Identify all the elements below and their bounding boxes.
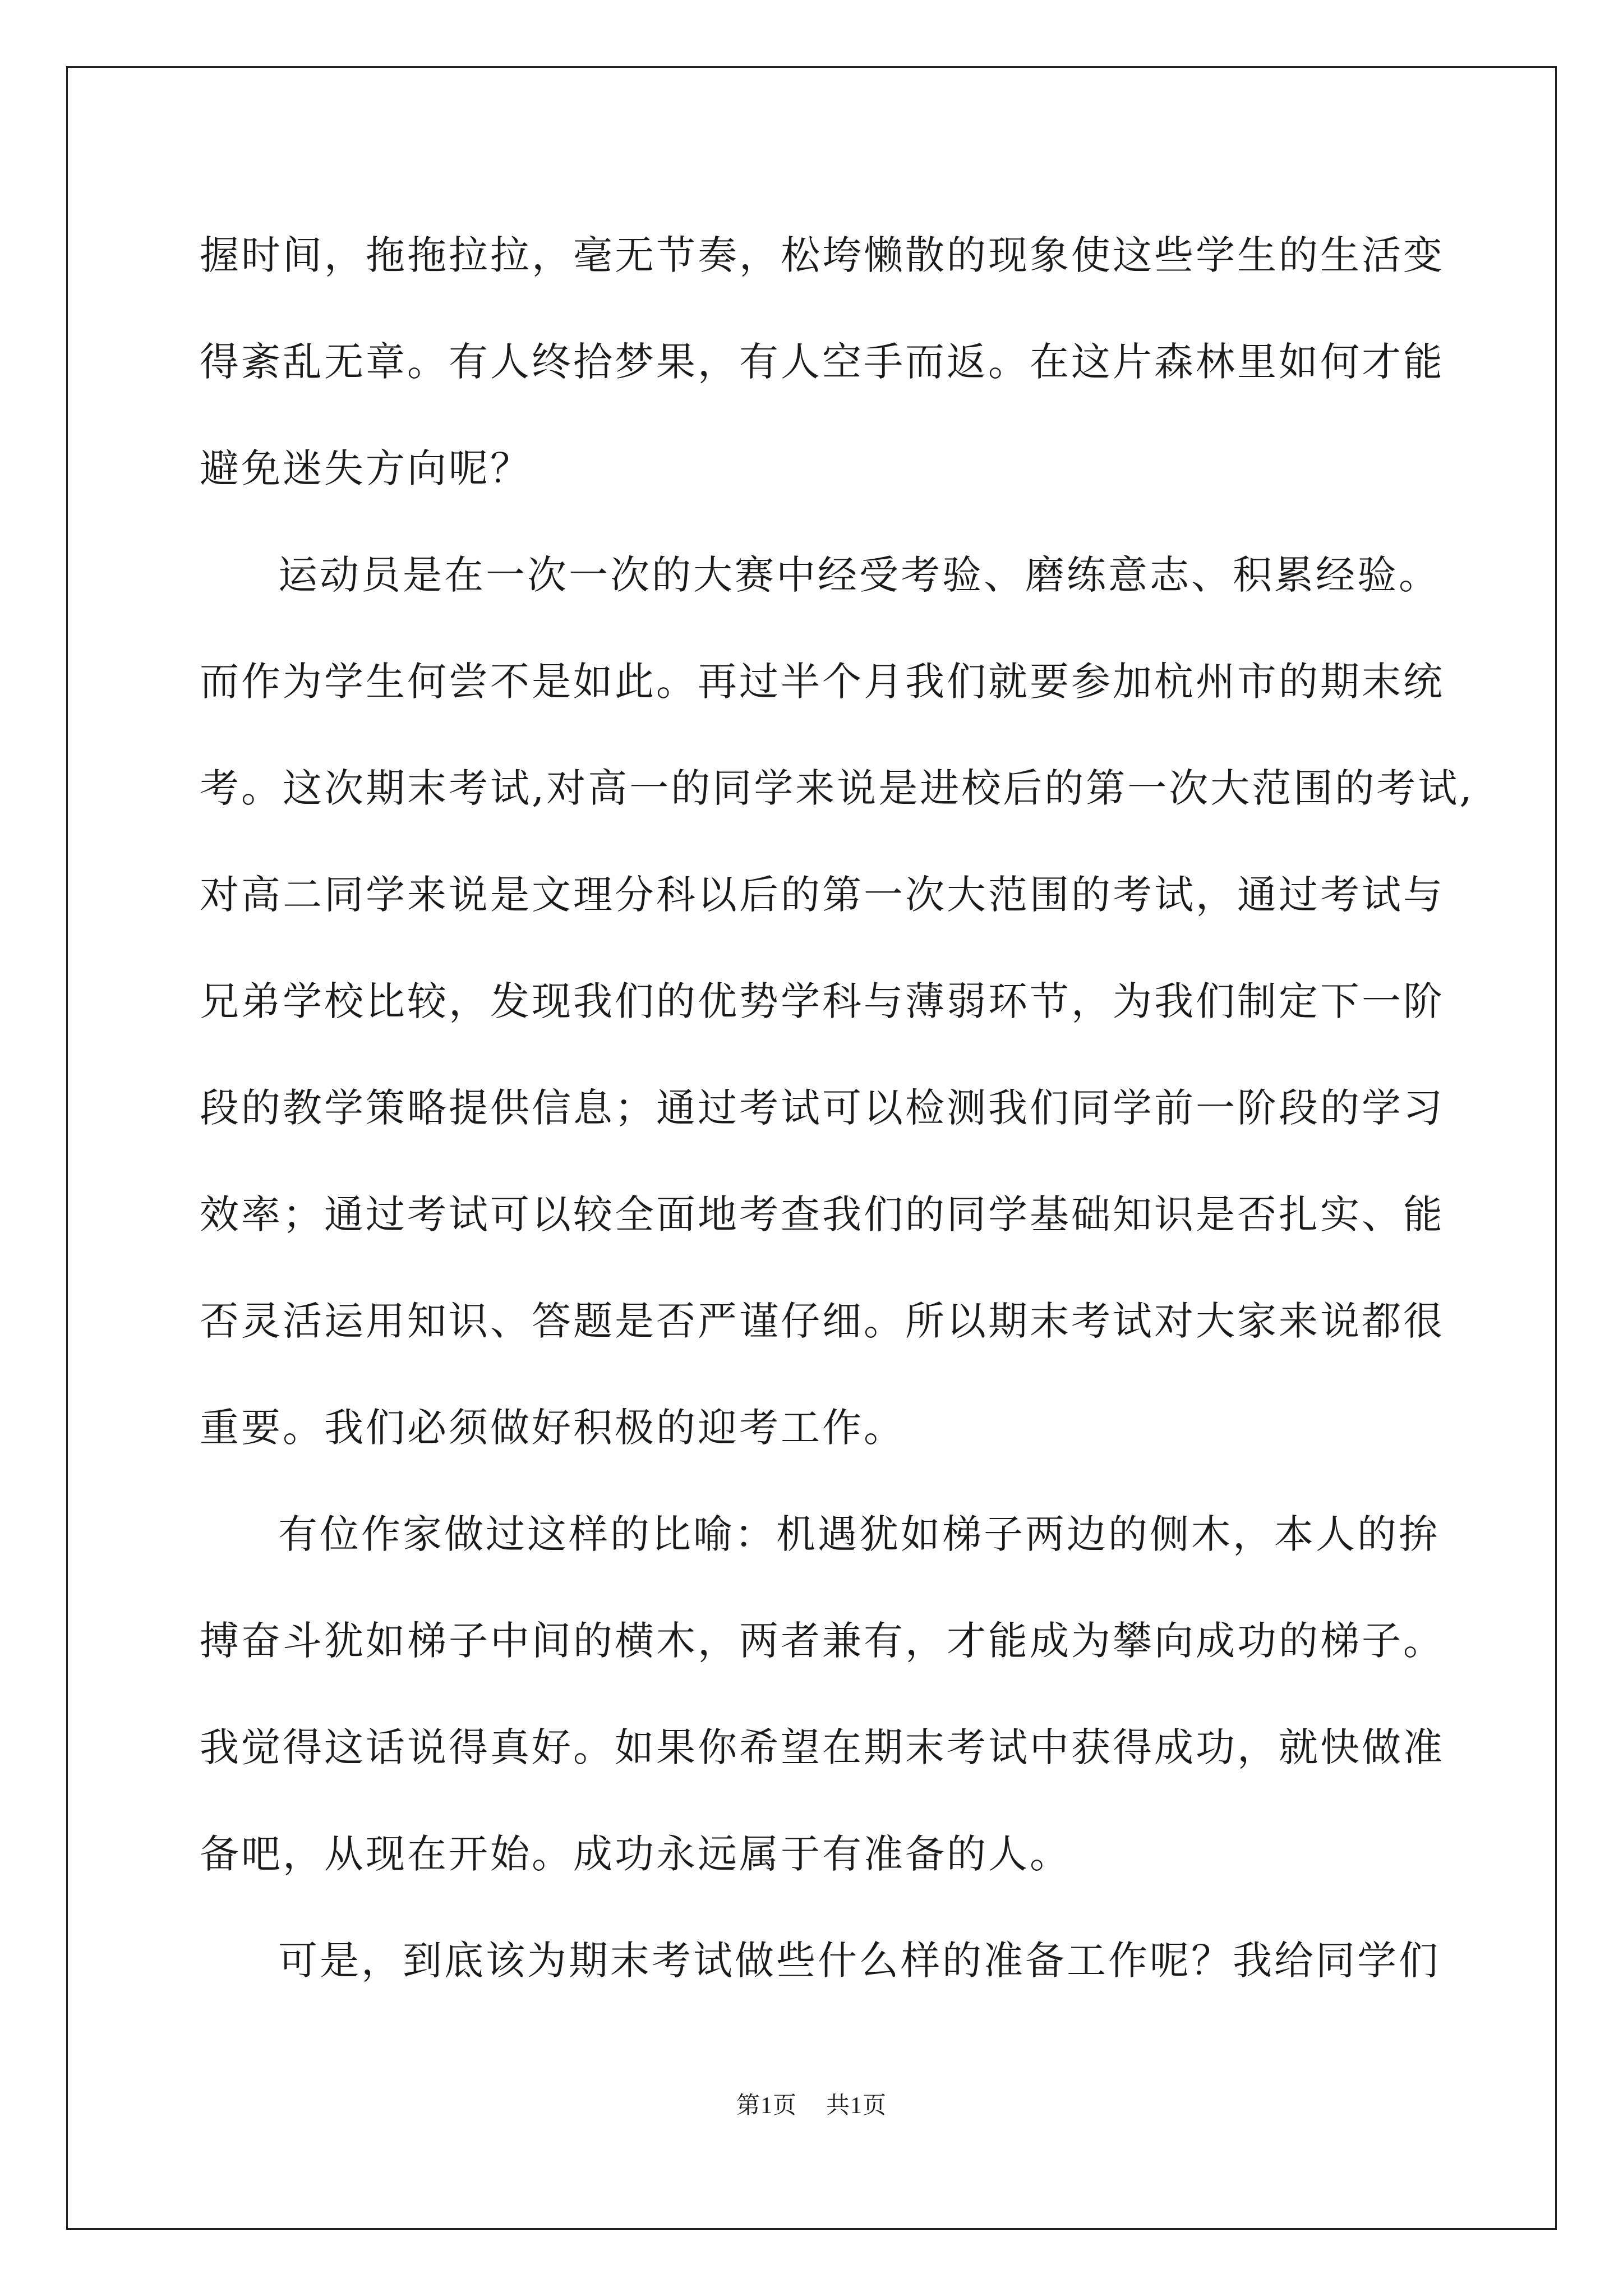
- text-line: 握时间，拖拖拉拉，毫无节奏，松垮懒散的现象使这些学生的生活变: [200, 232, 1445, 278]
- text-line: 我觉得这话说得真好。如果你希望在期末考试中获得成功，就快做准: [200, 1724, 1445, 1770]
- text-line: 搏奋斗犹如梯子中间的横木，两者兼有，才能成为攀向成功的梯子。: [200, 1618, 1445, 1664]
- document-body: [200, 202, 1474, 2014]
- text-line: 否灵活运用知识、答题是否严谨仔细。所以期末考试对大家来说都很: [200, 1298, 1445, 1344]
- text-line: 重要。我们必须做好积极的迎考工作。: [200, 1405, 905, 1451]
- text-line: 而作为学生何尝不是如此。再过半个月我们就要参加杭州市的期末统: [200, 659, 1445, 705]
- text-line: 可是，到底该为期末考试做些什么样的准备工作呢？我给同学们: [278, 1938, 1440, 1984]
- page-total: 共1页: [826, 2093, 887, 2119]
- text-line: 得紊乱无章。有人终拾梦果，有人空手而返。在这片森林里如何才能: [200, 339, 1445, 385]
- text-line: 避免迷失方向呢？: [200, 445, 532, 491]
- text-line: 兄弟学校比较，发现我们的优势学科与薄弱环节，为我们制定下一阶: [200, 978, 1445, 1024]
- text-line: 对高二同学来说是文理分科以后的第一次大范围的考试，通过考试与: [200, 872, 1445, 918]
- text-line: 段的教学策略提供信息；通过考试可以检测我们同学前一阶段的学习: [200, 1085, 1445, 1131]
- text-line: 备吧，从现在开始。成功永远属于有准备的人。: [200, 1831, 1071, 1877]
- page-footer: [0, 2087, 1623, 2120]
- page-number: 第1页: [736, 2093, 797, 2119]
- text-line: 有位作家做过这样的比喻：机遇犹如梯子两边的侧木，本人的拚: [278, 1511, 1440, 1557]
- text-line: 运动员是在一次一次的大赛中经受考验、磨练意志、积累经验。: [278, 552, 1440, 598]
- text-line: 考。这次期末考试,对高一的同学来说是进校后的第一次大范围的考试,: [200, 765, 1474, 811]
- text-line: 效率；通过考试可以较全面地考查我们的同学基础知识是否扎实、能: [200, 1191, 1445, 1237]
